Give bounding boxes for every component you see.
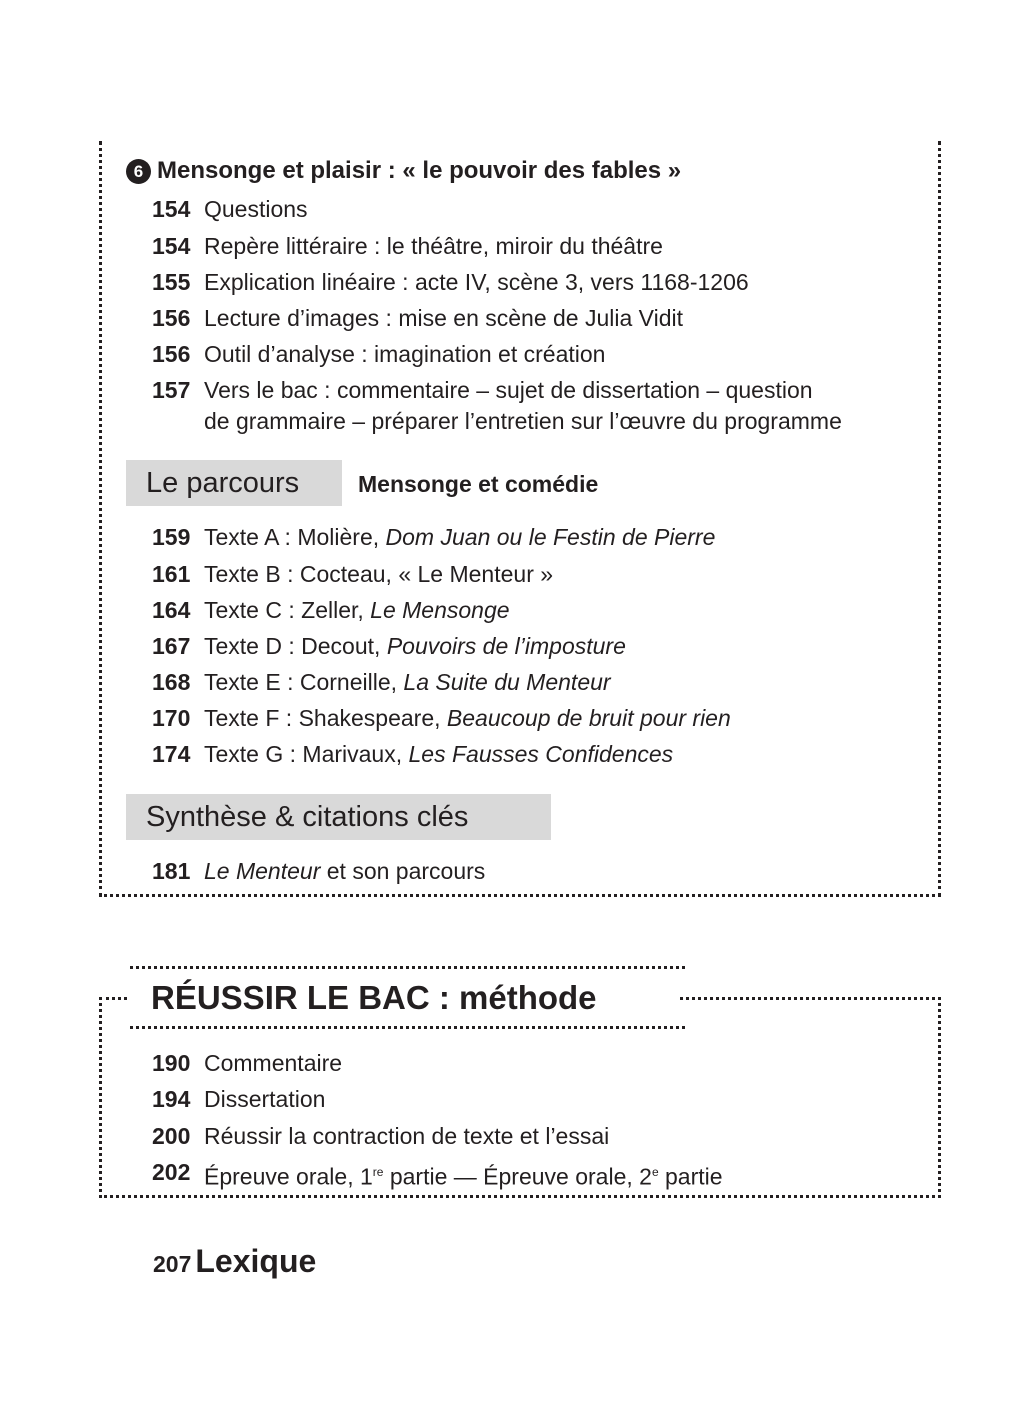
entry-text — [204, 631, 626, 662]
entry-text: Vers le bac : commentaire – sujet de dissertation – question — [204, 377, 813, 403]
work-title: Le Mensonge — [370, 597, 510, 623]
section-6-header — [126, 157, 681, 185]
work-title: Dom Juan ou le Festin de Pierre — [385, 524, 716, 550]
toc-entry[interactable] — [152, 303, 683, 334]
entry-text — [204, 667, 611, 698]
toc-entry[interactable] — [152, 1157, 723, 1193]
synthese-label: Synthèse & citations clés — [126, 794, 551, 840]
entry-text — [204, 559, 553, 590]
toc-entry[interactable] — [152, 739, 673, 770]
toc-entry[interactable] — [152, 522, 715, 553]
entry-prefix: Texte F : Shakespeare, — [204, 705, 447, 731]
page-number: 154 — [152, 196, 191, 222]
entry-prefix: Texte C : Zeller, — [204, 597, 371, 623]
page-number: 207 — [153, 1251, 192, 1277]
toc-entry[interactable] — [152, 667, 611, 698]
entry-prefix: Texte A : Molière, — [204, 524, 386, 550]
page-number: 181 — [152, 858, 191, 884]
entry-text-part: partie — Épreuve orale, 2 — [383, 1163, 652, 1190]
page-number: 155 — [152, 269, 191, 295]
toc-entry[interactable] — [152, 559, 553, 590]
entry-text: Explication linéaire : acte IV, scène 3, vers 1168-1206 — [204, 269, 749, 295]
dotted-divider — [99, 997, 127, 1000]
toc-entry[interactable] — [152, 194, 308, 225]
toc-entry[interactable] — [152, 375, 842, 437]
toc-entry[interactable] — [152, 267, 749, 298]
entry-text: Réussir la contraction de texte et l’essai — [204, 1123, 610, 1149]
methode-title: RÉUSSIR LE BAC : méthode — [130, 966, 685, 1029]
entry-text: Questions — [204, 196, 308, 222]
page-number: 167 — [152, 633, 191, 659]
toc-entry[interactable] — [152, 595, 510, 626]
entry-text — [204, 703, 731, 734]
toc-entry[interactable] — [152, 1121, 609, 1152]
parcours-label: Le parcours — [126, 460, 342, 506]
entry-prefix: Texte B : Cocteau, « Le Menteur » — [204, 561, 554, 587]
page-number: 156 — [152, 341, 191, 367]
work-title: Les Fausses Confidences — [408, 741, 674, 767]
page-number: 190 — [152, 1050, 191, 1076]
entry-text: Dissertation — [204, 1086, 326, 1112]
entry-prefix: Texte D : Decout, — [204, 633, 387, 659]
toc-entry[interactable] — [152, 231, 663, 262]
page-number: 194 — [152, 1086, 191, 1112]
page-number: 159 — [152, 524, 191, 550]
parcours-subtitle: Mensonge et comédie — [358, 471, 599, 497]
page-number: 200 — [152, 1123, 191, 1149]
toc-entry-lexique[interactable] — [153, 1243, 316, 1280]
page-number: 161 — [152, 561, 191, 587]
entry-text — [204, 856, 485, 887]
entry-text: Commentaire — [204, 1050, 343, 1076]
page-number: 202 — [152, 1159, 191, 1185]
toc-entry[interactable] — [152, 703, 731, 734]
page-number: 156 — [152, 305, 191, 331]
section-title: Mensonge et plaisir : « le pouvoir des fables » — [157, 157, 682, 184]
entry-text-part: partie — [658, 1163, 723, 1190]
entry-text — [204, 595, 510, 626]
work-title: Beaucoup de bruit pour rien — [446, 705, 731, 731]
toc-entry[interactable] — [152, 1084, 325, 1115]
work-title: Le Menteur — [204, 858, 321, 884]
toc-entry[interactable] — [152, 339, 605, 370]
entry-prefix: Texte G : Marivaux, — [204, 741, 409, 767]
entry-text-block — [204, 375, 842, 437]
entry-text: Repère littéraire : le théâtre, miroir du théâtre — [204, 233, 663, 259]
entry-prefix: Texte E : Corneille, — [204, 669, 404, 695]
section-number-badge: 6 — [126, 159, 151, 184]
entry-text-continued: de grammaire – préparer l’entretien sur l’œuvre du programme — [204, 408, 842, 434]
page-number: 170 — [152, 705, 191, 731]
entry-text: Lecture d’images : mise en scène de Julia Vidit — [204, 305, 684, 331]
superscript: re — [372, 1165, 384, 1179]
toc-entry[interactable] — [152, 1048, 342, 1079]
entry-text — [204, 739, 673, 770]
entry-suffix: et son parcours — [320, 858, 486, 884]
entry-text — [204, 522, 715, 553]
page-number: 164 — [152, 597, 191, 623]
entry-text-part: Épreuve orale, 1 — [204, 1163, 373, 1190]
lexique-label: Lexique — [195, 1243, 317, 1279]
work-title: Pouvoirs de l’imposture — [386, 633, 626, 659]
superscript: e — [651, 1165, 659, 1179]
dotted-divider — [680, 997, 941, 1000]
toc-entry[interactable] — [152, 631, 626, 662]
work-title: La Suite du Menteur — [403, 669, 611, 695]
entry-text — [204, 1157, 723, 1193]
toc-entry[interactable] — [152, 856, 485, 887]
entry-text: Outil d’analyse : imagination et création — [204, 341, 606, 367]
page-number: 157 — [152, 377, 191, 403]
page-number: 154 — [152, 233, 191, 259]
page-number: 168 — [152, 669, 191, 695]
page-number: 174 — [152, 741, 191, 767]
